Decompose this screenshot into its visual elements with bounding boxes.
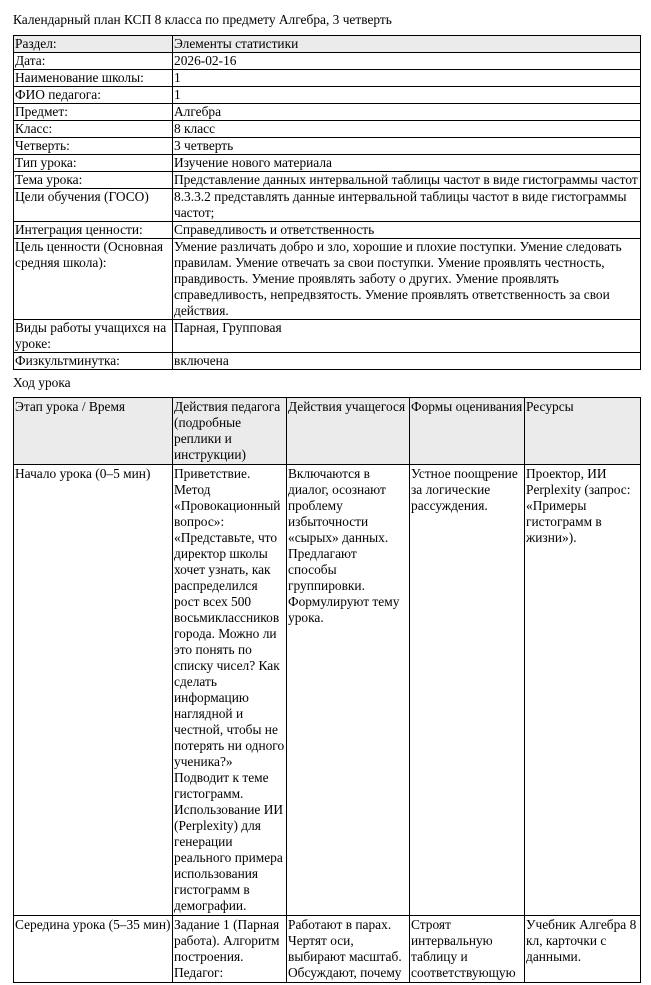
info-row-subject <box>14 104 641 121</box>
stage-cell: Начало урока (0–5 мин) <box>14 465 173 916</box>
column-header-resources: Ресурсы <box>525 398 641 465</box>
resources-cell: Проектор, ИИ Perplexity (запрос: «Примеры гистограмм в жизни»). <box>525 465 641 916</box>
info-value: Парная, Групповая <box>173 320 641 353</box>
assessment-cell: Строят интервальную таблицу и соответствующую <box>410 916 525 983</box>
info-label: Раздел: <box>14 36 173 53</box>
info-value: Алгебра <box>173 104 641 121</box>
info-row-topic <box>14 172 641 189</box>
info-label: Класс: <box>14 121 173 138</box>
lesson-row-start <box>14 465 641 916</box>
info-value: Умение различать добро и зло, хорошие и плохие поступки. Умение следовать правилам. Умение отвечать за свои поступки. Умение проявлять честность, правдивость. Умение проявлять заботу о других. Умение проявлять справедливость, непредвзятость. Умение проявлять ответственность за свои действия. <box>173 239 641 320</box>
column-header-stage: Этап урока / Время <box>14 398 173 465</box>
info-value: 8.3.3.2 представлять данные интервальной таблицы частот в виде гистограммы частот; <box>173 189 641 222</box>
info-label: Четверть: <box>14 138 173 155</box>
info-value: Представление данных интервальной таблицы частот в виде гистограммы частот <box>173 172 641 189</box>
lesson-plan-table <box>13 397 641 983</box>
teacher-actions-cell: Приветствие. Метод «Провокационный вопрос»: «Представьте, что директор школы хочет узнать, как распределился рост всех 500 восьмиклассников города. Можно ли это понять по списку чисел? Как сделать информацию наглядной и честной, чтобы не потерять ни одного ученика?» Подводит к теме гистограмм. Использование ИИ (Perplexity) для генерации реального примера использования гистограмм в демографии. <box>173 465 287 916</box>
info-label: Цель ценности (Основная средняя школа): <box>14 239 173 320</box>
resources-cell: Учебник Алгебра 8 кл, карточки с данными. <box>525 916 641 983</box>
info-value: 2026-02-16 <box>173 53 641 70</box>
info-value: Изучение нового материала <box>173 155 641 172</box>
info-row-value-goal <box>14 239 641 320</box>
info-row-grade <box>14 121 641 138</box>
info-value: включена <box>173 353 641 370</box>
info-value: 1 <box>173 87 641 104</box>
info-label: Предмет: <box>14 104 173 121</box>
info-row-quarter <box>14 138 641 155</box>
info-label: Дата: <box>14 53 173 70</box>
info-row-lesson-type <box>14 155 641 172</box>
document-title: Календарный план КСП 8 класса по предмету Алгебра, 3 четверть <box>13 12 392 27</box>
info-label: ФИО педагога: <box>14 87 173 104</box>
info-value: Справедливость и ответственность <box>173 222 641 239</box>
info-label: Наименование школы: <box>14 70 173 87</box>
info-row-value-integration <box>14 222 641 239</box>
info-label: Виды работы учащихся на уроке: <box>14 320 173 353</box>
student-actions-cell: Включаются в диалог, осознают проблему избыточности «сырых» данных. Предлагают способы группировки. Формулируют тему урока. <box>287 465 410 916</box>
column-header-assessment: Формы оценивания <box>410 398 525 465</box>
info-value: 1 <box>173 70 641 87</box>
info-row-work-types <box>14 320 641 353</box>
lesson-info-table <box>13 35 641 370</box>
column-header-student: Действия учащегося <box>287 398 410 465</box>
info-label: Физкультминутка: <box>14 353 173 370</box>
column-header-teacher: Действия педагога (подробные реплики и инструкции) <box>173 398 287 465</box>
info-label: Интеграция ценности: <box>14 222 173 239</box>
info-row-physical-break <box>14 353 641 370</box>
info-row-objectives <box>14 189 641 222</box>
info-label: Тема урока: <box>14 172 173 189</box>
lesson-progress-heading: Ход урока <box>13 375 71 390</box>
lesson-table-header <box>14 398 641 465</box>
assessment-cell: Устное поощрение за логические рассуждения. <box>410 465 525 916</box>
info-label: Тип урока: <box>14 155 173 172</box>
info-row-teacher <box>14 87 641 104</box>
lesson-row-middle <box>14 916 641 983</box>
info-row-date <box>14 53 641 70</box>
student-actions-cell: Работают в парах. Чертят оси, выбирают масштаб. Обсуждают, почему <box>287 916 410 983</box>
info-value: 8 класс <box>173 121 641 138</box>
info-row-section <box>14 36 641 53</box>
stage-cell: Середина урока (5–35 мин) <box>14 916 173 983</box>
info-value: Элементы статистики <box>173 36 641 53</box>
info-value: 3 четверть <box>173 138 641 155</box>
teacher-actions-cell: Задание 1 (Парная работа). Алгоритм построения. Педагог: <box>173 916 287 983</box>
info-row-school <box>14 70 641 87</box>
info-label: Цели обучения (ГОСО) <box>14 189 173 222</box>
